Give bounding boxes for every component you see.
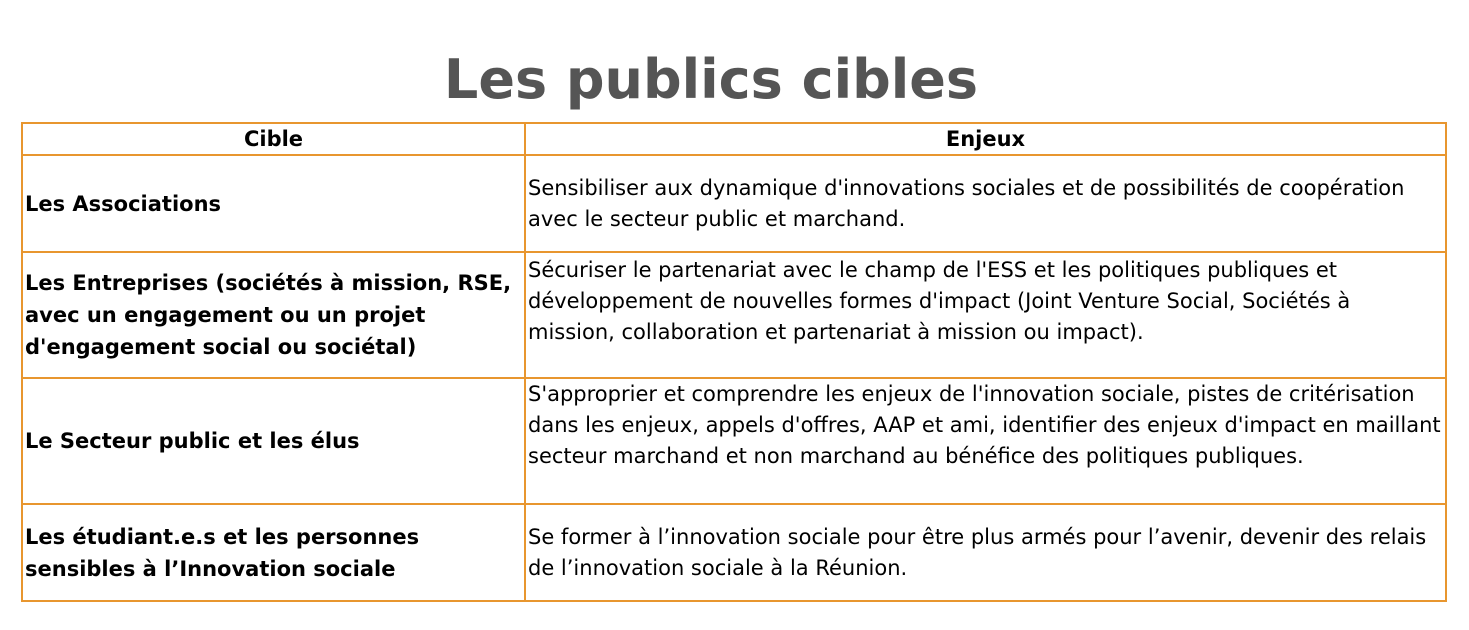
enjeux-cell: Sécuriser le partenariat avec le champ de l'ESS et les politiques publiques et développement de nouvelles formes d'impact (Joint Venture Social, Sociétés à mission, collaboration et partenariat à mission ou impact). — [525, 252, 1446, 378]
table-row — [22, 504, 1446, 601]
header-cible: Cible — [22, 123, 525, 155]
enjeux-cell: S'approprier et comprendre les enjeux de l'innovation sociale, pistes de critérisation dans les enjeux, appels d'offres, AAP et ami, identifier des enjeux d'impact en maillant secteur marchand et non marchand au bénéfice des politiques publiques. — [525, 378, 1446, 504]
page-title: Les publics cibles — [443, 48, 979, 112]
cible-cell: Le Secteur public et les élus — [22, 378, 525, 504]
table-row — [22, 252, 1446, 378]
cible-cell: Les Associations — [22, 155, 525, 252]
table-row — [22, 155, 1446, 252]
header-enjeux: Enjeux — [525, 123, 1446, 155]
targets-table — [21, 122, 1447, 602]
table-header-row — [22, 123, 1446, 155]
enjeux-cell: Se former à l’innovation sociale pour être plus armés pour l’avenir, devenir des relais de l’innovation sociale à la Réunion. — [525, 504, 1446, 601]
enjeux-cell: Sensibiliser aux dynamique d'innovations sociales et de possibilités de coopération avec le secteur public et marchand. — [525, 155, 1446, 252]
cible-cell: Les Entreprises (sociétés à mission, RSE, avec un engagement ou un projet d'engagement social ou sociétal) — [22, 252, 525, 378]
cible-cell: Les étudiant.e.s et les personnes sensibles à l’Innovation sociale — [22, 504, 525, 601]
table-row — [22, 378, 1446, 504]
